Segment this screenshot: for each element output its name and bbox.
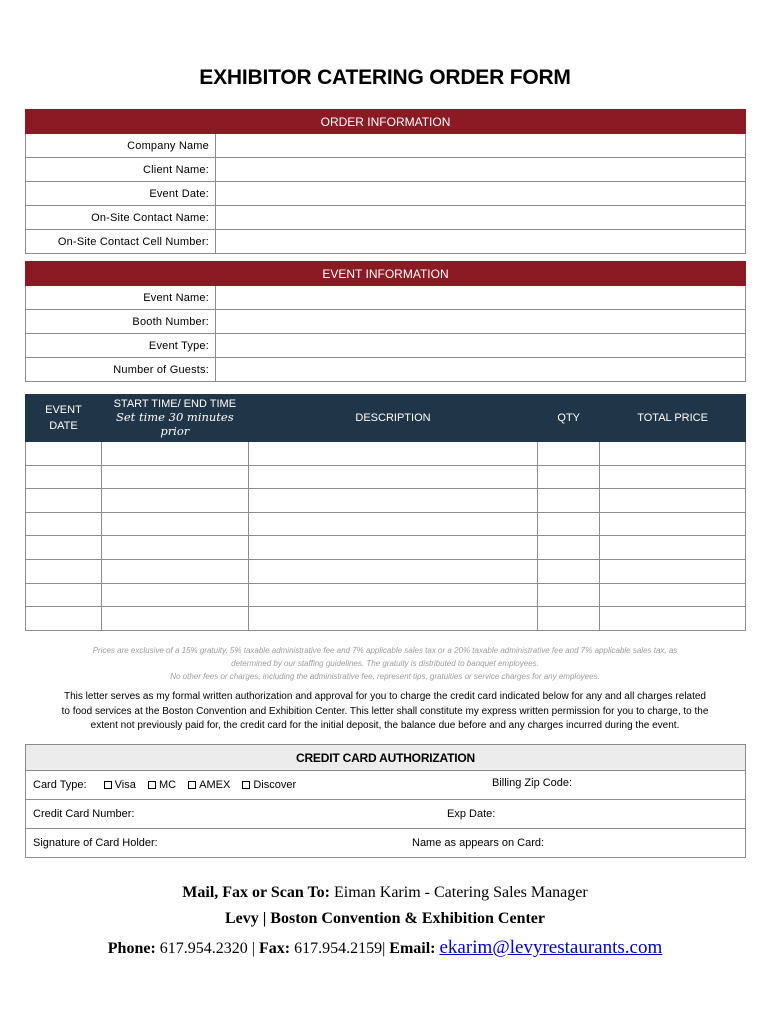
- time-header-label: START TIME/ END TIME: [113, 398, 237, 410]
- table-row: [26, 465, 746, 489]
- table-row: [26, 442, 746, 466]
- catering-items-table: [25, 394, 746, 631]
- event-date-cell[interactable]: [26, 536, 102, 560]
- venue-line: Levy | Boston Convention & Exhibition Center: [225, 910, 545, 927]
- event-name-field[interactable]: [216, 286, 746, 310]
- table-row: [26, 607, 746, 631]
- description-cell[interactable]: [248, 465, 538, 489]
- time-cell[interactable]: [101, 465, 248, 489]
- order-information-header: ORDER INFORMATION: [26, 110, 746, 134]
- number-of-guests-label: Number of Guests:: [26, 358, 216, 382]
- time-cell[interactable]: [101, 489, 248, 513]
- fine-print-line: determined by our staffing guidelines. The gratuity is distributed to banquet employees.: [231, 659, 539, 668]
- event-date-cell[interactable]: [26, 607, 102, 631]
- description-cell[interactable]: [248, 559, 538, 583]
- event-information-header: EVENT INFORMATION: [26, 262, 746, 286]
- amex-label: AMEX: [199, 779, 231, 791]
- table-row: [26, 536, 746, 560]
- credit-card-header: CREDIT CARD AUTHORIZATION: [26, 745, 746, 771]
- qty-cell[interactable]: [538, 442, 600, 466]
- onsite-contact-name-label: On-Site Contact Name:: [26, 206, 216, 230]
- time-cell[interactable]: [101, 512, 248, 536]
- mc-option[interactable]: [148, 779, 176, 791]
- total-price-column-header: TOTAL PRICE: [600, 395, 746, 442]
- event-date-header-line2: DATE: [49, 420, 78, 432]
- event-type-label: Event Type:: [26, 334, 216, 358]
- table-row: [26, 559, 746, 583]
- event-date-label: Event Date:: [26, 182, 216, 206]
- time-cell[interactable]: [101, 559, 248, 583]
- event-information-table: [25, 261, 746, 382]
- qty-cell[interactable]: [538, 465, 600, 489]
- contact-line: [0, 937, 770, 959]
- letter-line: This letter serves as my formal written authorization and approval for you to charge the credit card indicated below for any and all charges related: [64, 691, 706, 702]
- discover-checkbox[interactable]: [242, 781, 250, 789]
- description-cell[interactable]: [248, 607, 538, 631]
- event-date-header-line1: EVENT: [45, 404, 82, 416]
- card-number-label: Credit Card Number:: [33, 808, 135, 820]
- event-date-cell[interactable]: [26, 583, 102, 607]
- company-name-field[interactable]: [216, 134, 746, 158]
- event-date-cell[interactable]: [26, 512, 102, 536]
- event-date-cell[interactable]: [26, 559, 102, 583]
- qty-cell[interactable]: [538, 512, 600, 536]
- booth-number-label: Booth Number:: [26, 310, 216, 334]
- event-date-column-header: [26, 395, 102, 442]
- total-price-cell[interactable]: [600, 442, 746, 466]
- total-price-cell[interactable]: [600, 489, 746, 513]
- qty-cell[interactable]: [538, 536, 600, 560]
- card-type-group: [33, 779, 305, 791]
- signature-label: Signature of Card Holder:: [33, 837, 158, 849]
- total-price-cell[interactable]: [600, 465, 746, 489]
- authorization-letter: [38, 690, 732, 734]
- description-column-header: DESCRIPTION: [248, 395, 538, 442]
- billing-zip-label: Billing Zip Code:: [492, 777, 573, 789]
- card-type-row: [26, 771, 745, 799]
- number-of-guests-field[interactable]: [216, 358, 746, 382]
- email-label: Email:: [389, 940, 436, 957]
- event-name-label: Event Name:: [26, 286, 216, 310]
- table-row: [26, 583, 746, 607]
- qty-cell[interactable]: [538, 583, 600, 607]
- qty-cell[interactable]: [538, 489, 600, 513]
- time-cell[interactable]: [101, 607, 248, 631]
- total-price-cell[interactable]: [600, 536, 746, 560]
- onsite-contact-cell-label: On-Site Contact Cell Number:: [26, 230, 216, 254]
- email-link[interactable]: ekarim@levyrestaurants.com: [439, 937, 663, 958]
- qty-column-header: QTY: [538, 395, 600, 442]
- signature-row: [26, 829, 745, 857]
- letter-line: to food services at the Boston Convention and Exhibition Center. This letter shall constitute my express written permission for you to charge, to the: [61, 705, 709, 717]
- description-cell[interactable]: [248, 583, 538, 607]
- visa-checkbox[interactable]: [104, 781, 112, 789]
- card-type-label: Card Type:: [33, 779, 87, 791]
- phone-number: 617.954.2320 |: [155, 940, 259, 957]
- event-date-cell[interactable]: [26, 442, 102, 466]
- qty-cell[interactable]: [538, 607, 600, 631]
- mail-fax-label: Mail, Fax or Scan To:: [182, 884, 330, 901]
- discover-option[interactable]: [242, 779, 296, 791]
- card-number-row: [26, 800, 745, 828]
- table-row: [26, 512, 746, 536]
- qty-cell[interactable]: [538, 559, 600, 583]
- contact-name: Eiman Karim - Catering Sales Manager: [330, 884, 588, 901]
- description-cell[interactable]: [248, 442, 538, 466]
- onsite-contact-name-field[interactable]: [216, 206, 746, 230]
- time-header-note: Set time 30 minutes prior: [116, 410, 234, 438]
- company-name-label: Company Name: [26, 134, 216, 158]
- description-cell[interactable]: [248, 536, 538, 560]
- total-price-cell[interactable]: [600, 583, 746, 607]
- order-information-table: [25, 109, 746, 254]
- time-cell[interactable]: [101, 536, 248, 560]
- discover-label: Discover: [253, 779, 297, 791]
- name-on-card-label: Name as appears on Card:: [412, 837, 545, 849]
- mc-checkbox[interactable]: [148, 781, 156, 789]
- event-date-cell[interactable]: [26, 489, 102, 513]
- time-cell[interactable]: [101, 583, 248, 607]
- fax-label: Fax:: [258, 940, 291, 957]
- client-name-field[interactable]: [216, 158, 746, 182]
- onsite-contact-cell-field[interactable]: [216, 230, 746, 254]
- event-type-field[interactable]: [216, 334, 746, 358]
- time-column-header: [101, 395, 248, 442]
- credit-card-authorization-table: [25, 744, 746, 858]
- description-cell[interactable]: [248, 489, 538, 513]
- total-price-cell[interactable]: [600, 607, 746, 631]
- booth-number-field[interactable]: [216, 310, 746, 334]
- letter-line: extent not previously paid for, the credit card for the initial deposit, the balance due before and any charges incurred during the event.: [90, 720, 680, 731]
- event-date-field[interactable]: [216, 182, 746, 206]
- fine-print-line: No other fees or charges, including the administrative fee, represent tips, gratuities or service charges for any employees.: [170, 672, 600, 681]
- fine-print-line: Prices are exclusive of a 15% gratuity, 5% taxable administrative fee and 7% applicable sales tax or a 20% taxable administrative fee and 7% applicable sales tax, as: [92, 646, 678, 655]
- fax-number: 617.954.2159|: [290, 940, 390, 957]
- table-row: [26, 489, 746, 513]
- total-price-cell[interactable]: [600, 559, 746, 583]
- exp-date-label: Exp Date:: [447, 808, 496, 820]
- time-cell[interactable]: [101, 442, 248, 466]
- form-title: EXHIBITOR CATERING ORDER FORM: [199, 66, 571, 89]
- phone-label: Phone:: [107, 940, 156, 957]
- mail-fax-line: [0, 884, 770, 902]
- total-price-cell[interactable]: [600, 512, 746, 536]
- client-name-label: Client Name:: [26, 158, 216, 182]
- pricing-fine-print: [40, 644, 730, 683]
- description-cell[interactable]: [248, 512, 538, 536]
- visa-label: Visa: [114, 779, 136, 791]
- amex-option[interactable]: [188, 779, 230, 791]
- mc-label: MC: [158, 779, 177, 791]
- event-date-cell[interactable]: [26, 465, 102, 489]
- amex-checkbox[interactable]: [188, 781, 196, 789]
- visa-option[interactable]: [104, 779, 136, 791]
